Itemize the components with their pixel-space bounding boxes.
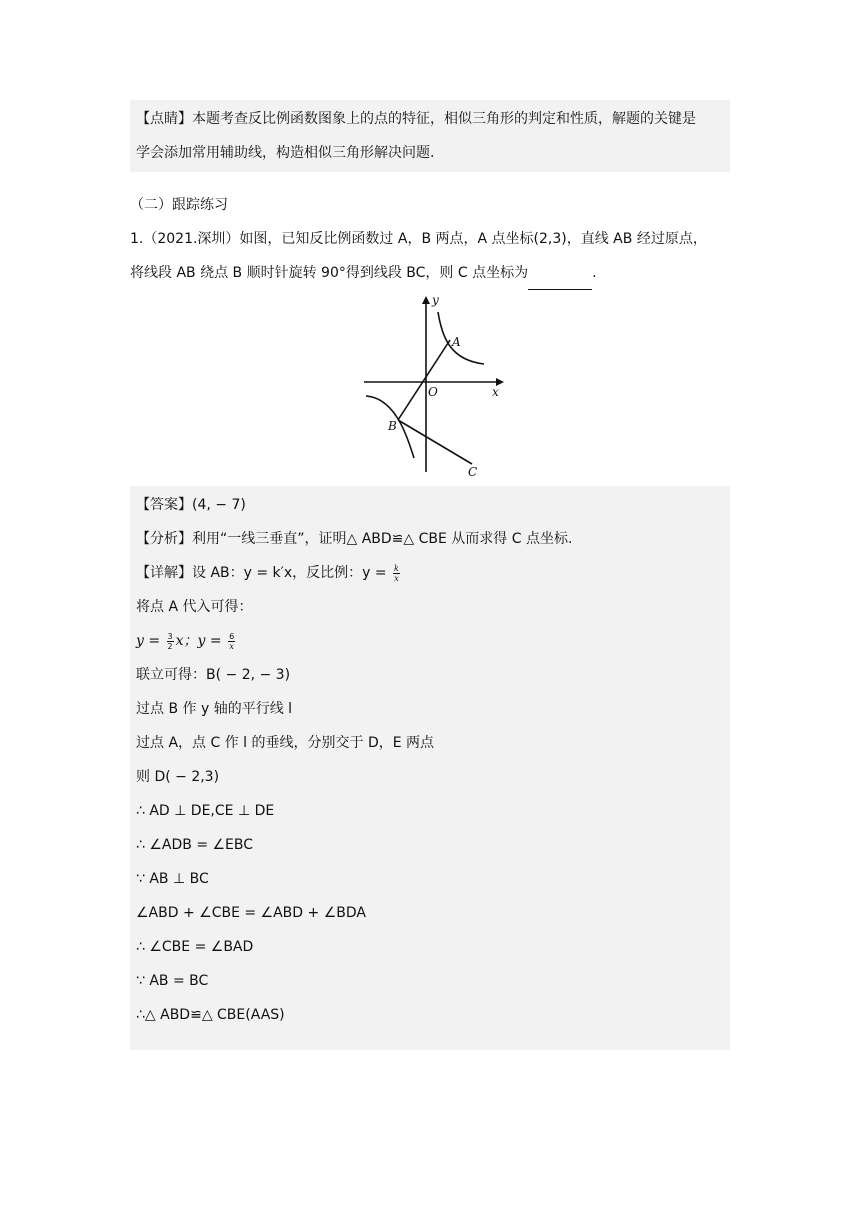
problem-line-1: 1.（2021.深圳）如图，已知反比例函数过 A，B 两点，A 点坐标(2,3)，直线 AB 经过原点，: [130, 231, 707, 247]
note-line-1: 【点睛】本题考查反比例函数图象上的点的特征，相似三角形的判定和性质，解题的关键是: [136, 111, 696, 127]
answer-blank: [528, 275, 592, 290]
y-axis-arrow: [422, 296, 430, 304]
problem-text: [130, 222, 730, 290]
detail-text: 【详解】设 AB：y = k′x，反比例：y =: [136, 565, 387, 581]
section-title: （二）跟踪练习: [130, 197, 228, 213]
label-b: B: [388, 419, 397, 433]
step-3: 联立可得：B( − 2, − 3): [136, 667, 291, 683]
detail-frac-den: x: [394, 573, 399, 583]
step-2-mid: x；y =: [175, 633, 222, 649]
step-6: 则 D( − 2,3): [136, 769, 220, 785]
label-c: C: [468, 465, 478, 478]
step-9: ∵ AB ⊥ BC: [136, 871, 209, 887]
analysis-line: 【分析】利用“一线三垂直”，证明△ ABD≌△ CBE 从而求得 C 点坐标.: [136, 531, 573, 547]
label-o: O: [428, 385, 438, 399]
step-5: 过点 A，点 C 作 l 的垂线，分别交于 D，E 两点: [136, 735, 435, 751]
step-2-fraction-1: [167, 632, 174, 651]
note-line-2: 学会添加常用辅助线，构造相似三角形解决问题.: [136, 145, 435, 161]
step-8: ∴ ∠ADB = ∠EBC: [136, 837, 254, 853]
solution-block: [130, 486, 730, 1050]
step-13: ∴△ ABD≌△ CBE(AAS): [136, 1007, 285, 1023]
label-x: x: [492, 385, 499, 399]
detail-frac-num: k: [394, 563, 399, 573]
problem-line-2: [130, 256, 730, 290]
detail-fraction: [393, 564, 400, 583]
note-block: [130, 100, 730, 172]
step-2-frac2-num: 6: [229, 631, 235, 641]
step-4: 过点 B 作 y 轴的平行线 l: [136, 701, 293, 717]
step-1: 将点 A 代入可得：: [136, 599, 253, 615]
coordinate-figure: [362, 292, 512, 478]
step-2-frac1-den: 2: [167, 641, 173, 651]
detail-line: [136, 556, 724, 590]
step-7: ∴ AD ⊥ DE,CE ⊥ DE: [136, 803, 275, 819]
step-2: [136, 624, 724, 658]
problem-line-2-text: 将线段 AB 绕点 B 顺时针旋转 90°得到线段 BC，则 C 点坐标为: [130, 265, 529, 281]
step-10: ∠ABD + ∠CBE = ∠ABD + ∠BDA: [136, 905, 366, 921]
problem-line-2-end: .: [592, 265, 597, 281]
step-2-frac1-num: 3: [167, 631, 173, 641]
step-2-prefix: y =: [136, 633, 161, 649]
hyperbola-branch-1: [438, 312, 484, 364]
label-a: A: [452, 335, 461, 349]
answer-line: 【答案】(4, − 7): [136, 497, 246, 513]
step-2-fraction-2: [228, 632, 235, 651]
step-2-frac2-den: x: [229, 641, 234, 651]
segment-ab: [398, 340, 450, 420]
label-y: y: [432, 293, 439, 307]
step-11: ∴ ∠CBE = ∠BAD: [136, 939, 254, 955]
step-12: ∵ AB = BC: [136, 973, 209, 989]
